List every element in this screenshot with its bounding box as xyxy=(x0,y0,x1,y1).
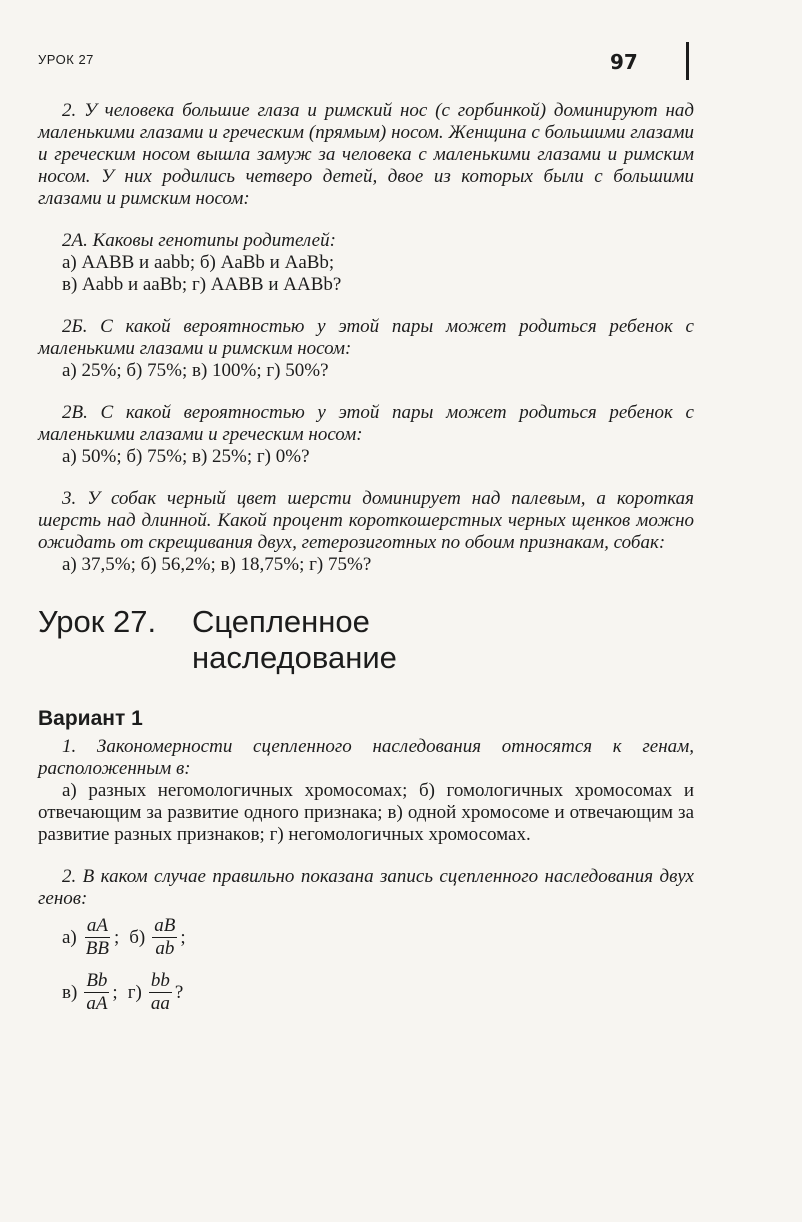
option-label: а) xyxy=(62,926,77,948)
variant-question-2-text: 2. В каком случае правильно показана запись сцепленного наследования двух генов: xyxy=(38,866,694,909)
option-label: в) xyxy=(62,981,78,1003)
fraction xyxy=(152,916,177,959)
question-2b xyxy=(38,316,694,382)
fraction xyxy=(84,916,111,959)
option-label: б) xyxy=(129,926,146,948)
lesson-title-line: Сцепленное xyxy=(192,604,370,639)
fraction-numerator: bb xyxy=(150,970,170,991)
header-rule xyxy=(686,42,689,80)
option-label: г) xyxy=(127,981,142,1003)
lesson-title-line: наследование xyxy=(192,640,397,675)
fraction-numerator: Bb xyxy=(86,970,108,991)
option-suffix: ; xyxy=(113,926,120,948)
variant-question-1 xyxy=(38,736,694,846)
question-2a-text: 2А. Каковы генотипы родителей: xyxy=(62,230,336,251)
answer-line: а) 37,5%; б) 56,2%; в) 18,75%; г) 75%? xyxy=(62,554,372,575)
answer-line: а) 25%; б) 75%; в) 100%; г) 50%? xyxy=(62,360,329,381)
variant-heading: Вариант 1 xyxy=(38,707,143,730)
fraction xyxy=(84,971,109,1014)
lesson-number: Урок 27. xyxy=(38,604,157,639)
fraction-options-row xyxy=(38,971,694,1014)
running-head: УРОК 27 xyxy=(38,52,94,67)
question-2-text: 2. У человека большие глаза и римский нос (с горбинкой) доминируют над маленькими глазами и греческим (прямым) носом. Женщина с большими глазами и греческим носом вышла замуж за человека с маленькими глазами и римским носом. У них родились четверо детей, двое из которых были с большими глазами и римским носом: xyxy=(38,100,694,209)
lesson-title xyxy=(192,604,694,676)
page-content xyxy=(38,100,694,1014)
answer-line: а) 50%; б) 75%; в) 25%; г) 0%? xyxy=(62,446,310,467)
variant-question-1-answers: а) разных негомологичных хромосомах; б) гомологичных хромосомах и отвечающим за развитие одного признака; в) одной хромосоме и отвечающим за развитие разных признаков; г) негомологичных хромосомах. xyxy=(38,780,694,845)
option-suffix: ; xyxy=(112,981,118,1003)
question-2b-text: 2Б. С какой вероятностью у этой пары может родиться ребенок с маленькими глазами и римским носом: xyxy=(38,316,694,359)
question-3 xyxy=(38,488,694,576)
fraction-denominator: aa xyxy=(150,993,170,1014)
option-suffix: ? xyxy=(174,981,184,1003)
question-2v-text: 2В. С какой вероятностью у этой пары может родиться ребенок с маленькими глазами и греческим носом: xyxy=(38,402,694,445)
fraction-options-row xyxy=(38,916,694,959)
answer-line: а) AABB и aabb; б) AaBb и AaBb; xyxy=(62,252,335,273)
fraction-denominator: aA xyxy=(86,993,108,1014)
variant-question-1-text: 1. Закономерности сцепленного наследования относятся к генам, расположенным в: xyxy=(38,736,694,779)
page-number: 97 xyxy=(610,50,638,74)
answer-line: в) Aabb и aaBb; г) AABB и AABb? xyxy=(62,274,342,295)
fraction-denominator: ab xyxy=(155,938,175,959)
fraction-numerator: aB xyxy=(154,915,176,936)
fraction-denominator: BB xyxy=(85,938,109,959)
question-2v xyxy=(38,402,694,468)
option-suffix: ; xyxy=(180,926,186,948)
question-3-text: 3. У собак черный цвет шерсти доминирует над палевым, а короткая шерсть над длинной. Какой процент короткошерстных черных щенков можно ожидать от скрещивания двух, гетерозиготных по обоим признакам, собак: xyxy=(38,488,694,553)
lesson-heading xyxy=(38,604,694,676)
fraction-numerator: aA xyxy=(86,915,108,936)
question-2a xyxy=(38,230,694,296)
variant-question-2 xyxy=(38,866,694,1014)
fraction xyxy=(149,971,172,1014)
